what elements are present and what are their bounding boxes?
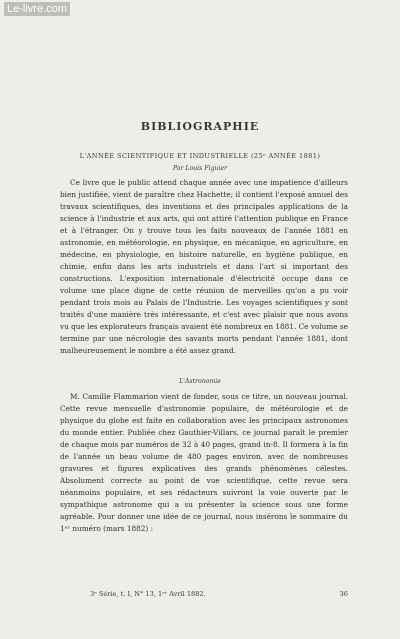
page-number: 36: [339, 590, 348, 598]
paragraph-1: Ce livre que le public attend chaque année avec une impatience d'ailleurs bien justifiée, vient de paraître chez Hachette; il contient l'exposé annuel des travaux scientifiques, des inventions et des principales applications de la science à l'industrie et aux arts, qui ont attiré l'attention publique en France et à l'étranger. On y trouve tous les faits nouveaux de l'année 1881 en astronomie, en météorologie, en physique, en mécanique, en agriculture, en médecine, en physiologie, en histoire naturelle, en hygiène publique, en chimie, enfin dans les arts industriels et dans l'art si important des constructions. L'exposition internationale d'électricité occupe dans ce volume une place digne de cette réunion de merveilles qu'on a pu voir pendant trois mois au Palais de l'Industrie. Les voyages scientifiques y sont traités d'une manière très intéressante, et c'est avec plaisir que nous avons vu que les explorateurs français avaient été nombreux en 1881. Ce volume se termine par une nécrologie des savants morts pendant l'année 1881, dont malheureusement le nombre a été assez grand.: [60, 178, 348, 355]
page-title: BIBLIOGRAPHIE: [140, 120, 260, 133]
watermark-logo: Le-livre.com: [4, 2, 70, 16]
article-byline: Par Louis Figuier: [172, 165, 228, 172]
paragraph-2: M. Camille Flammarion vient de fonder, sous ce titre, un nouveau journal. Cette revue mensuelle d'astronomie populaire, de météorologie et de physique du globe est faite en collaboration avec les principaux astronomes du monde entier. Publiée chez Gauthier-Villars, ce journal paraît le premier de chaque mois par numéros de 32 à 40 pages, grand in-8. Il formera à la fin de l'année un beau volume de 480 pages environ, avec de nombreuses gravures et figures explicatives des grands phénomènes célestes. Absolument correcte au point de vue scientifique, cette revue sera néanmoins populaire, et ses rédacteurs suivront la voie ouverte par le sympathique astronome qui a su présenter la science sous une forme agréable. Pour donner une idée de ce journal, nous insérons le sommaire du 1ᵉʳ numéro (mars 1882) :: [60, 392, 348, 533]
section-title: L'Astronomie: [179, 378, 221, 385]
footer-series: 3ᵉ Série, t. I, N° 13, 1ᵉʳ Avril 1882.: [90, 590, 206, 598]
page-footer: [60, 590, 348, 598]
article-subtitle: L'ANNÉE SCIENTIFIQUE ET INDUSTRIELLE (25ᵉ ANNÉE 1881): [79, 152, 321, 160]
